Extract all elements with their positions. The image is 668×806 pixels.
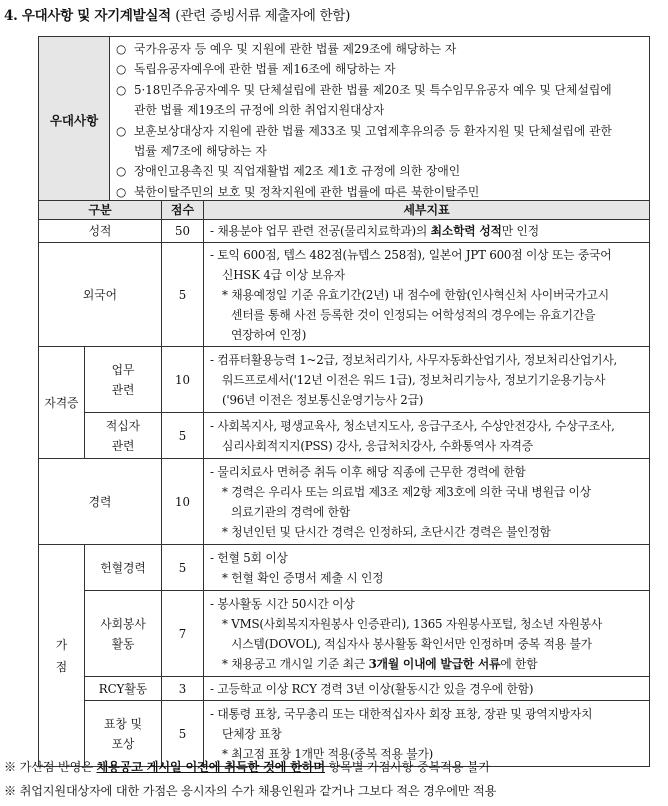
category-cell: RCY활동 [85,677,162,701]
section-title [4,4,350,24]
section-title-sub: (관련 증빙서류 제출자에 한함) [175,8,351,24]
score-table [38,200,650,767]
points-cell: 5 [162,413,204,459]
category-cell: 적십자 관련 [85,413,162,459]
header-points: 점수 [162,201,204,220]
row-volunteer [39,591,650,677]
detail-line: 의료기관의 경력에 한함 [231,504,351,519]
detail-line: * 헌혈 확인 증명서 제출 시 인정 [222,570,384,585]
bullet-marker [116,100,134,120]
bullet-marker: ○ [116,164,127,179]
detail-line: - 헌혈 5회 이상 [210,550,288,565]
bullet-marker [116,141,134,161]
detail-line: 센터를 통해 사전 등록한 것이 인정되는 어학성적의 경우에는 유효기간을 [231,307,596,322]
points-cell: 5 [162,701,204,767]
detail-line: 심리사회적지지(PSS) 강사, 응급처치강사, 수화통역사 자격증 [222,438,533,453]
preference-item [116,141,643,161]
preference-text: 국가유공자 등 예우 및 지원에 관한 법률 제29조에 해당하는 자 [134,42,457,56]
preferences-label: 우대사항 [39,37,110,205]
detail-line: 시스템(DOVOL), 적십자사 봉사활동 확인서만 인정하며 중복 적용 불가 [231,636,592,651]
footnote-text: ※ 가산점 반영은 [4,760,97,774]
category-cell: 사회봉사 활동 [85,591,162,677]
section-title-main: 4. 우대사항 및 자기계발실적 [4,8,171,24]
detail-cell [204,677,650,701]
preference-item [116,121,643,141]
detail-cell [204,545,650,591]
preference-text: 관한 법률 제19조의 규정에 의한 취업지원대상자 [134,103,385,118]
detail-line: - 채용분야 업무 관련 전공(물리치료학과)의 최소학력 성적만 인정 [210,224,539,238]
footnote [4,755,496,779]
bonus-group-cell: 가 점 [39,545,85,767]
category-cell: 업무 관련 [85,347,162,413]
footnote [4,779,496,803]
preference-item [116,161,643,181]
cert-group-cell: 자격증 [39,347,85,459]
row-grade [39,220,650,243]
preferences-list [110,37,650,205]
preference-text: 독립유공자예우에 관한 법률 제16조에 해당하는 자 [134,62,396,77]
points-cell: 7 [162,591,204,677]
category-cell: 외국어 [39,243,162,347]
preference-item [116,80,643,100]
detail-emphasis: 최소학력 성적 [430,224,502,238]
detail-line: - 토익 600점, 텝스 482점(뉴텝스 258점), 일본어 JPT 600점 이상 또는 중국어 [210,247,612,262]
row-rcy [39,677,650,701]
detail-cell [204,347,650,413]
detail-line: * VMS(사회복지자원봉사 인증관리), 1365 자원봉사포털, 청소년 자원봉사 [222,616,603,631]
header-category: 구분 [39,201,162,220]
category-cell: 경력 [39,459,162,545]
footnotes [4,755,496,803]
detail-line: - 물리치료사 면허증 취득 이후 해당 직종에 근무한 경력에 한함 [210,464,526,479]
row-cert-red [39,413,650,459]
bullet-marker: ○ [116,184,127,199]
category-cell: 성적 [39,220,162,243]
points-cell: 50 [162,220,204,243]
category-cell: 표창 및 포상 [85,701,162,767]
detail-cell [204,459,650,545]
detail-line: 연장하여 인정) [231,327,307,342]
footnote-text: ※ 취업지원대상자에 대한 가점은 응시자의 수가 채용인원과 같거나 그보다 적은 경우에만 적용 [4,784,497,798]
preference-text: 5·18민주유공자예우 및 단체설립에 관한 법률 제20조 및 특수임무유공자 예우 및 단체설립에 [134,82,612,97]
preferences-table [38,36,650,205]
row-blood [39,545,650,591]
detail-line: 신HSK 4급 이상 보유자 [222,267,345,282]
bullet-marker: ○ [116,123,127,138]
points-cell: 5 [162,545,204,591]
detail-line: * 최고점 표창 1개만 적용(중복 적용 불가) [222,746,434,761]
detail-line: - 고등학교 이상 RCY 경력 3년 이상(활동시간 있을 경우에 한함) [210,681,534,696]
detail-line: * 채용예정일 기준 유효기간(2년) 내 점수에 한함(인사혁신처 사이버국가고시 [222,287,609,302]
points-cell: 10 [162,459,204,545]
preference-item [116,100,643,120]
points-cell: 10 [162,347,204,413]
detail-cell [204,591,650,677]
row-language [39,243,650,347]
detail-cell [204,413,650,459]
detail-cell [204,243,650,347]
footnote-emphasis: 채용공고 게시일 이전에 취득한 것에 한하며 [96,760,325,774]
detail-emphasis: 3개월 이내에 발급한 서류 [368,656,501,671]
detail-line: 워드프로세서('12년 이전은 워드 1급), 정보처리기능사, 정보기기운용기능사 [222,372,606,387]
detail-line: - 대통령 표창, 국무총리 또는 대한적십자사 회장 표창, 장관 및 광역지방자치 [210,706,593,721]
detail-line: * 채용공고 개시일 기준 최근 3개월 이내에 발급한 서류에 한함 [222,656,538,671]
detail-line: * 청년인턴 및 단시간 경력은 인정하되, 초단시간 경력은 불인정함 [222,524,551,539]
row-career [39,459,650,545]
preference-text: 법률 제7조에 해당하는 자 [134,144,267,159]
detail-line: - 컴퓨터활용능력 1~2급, 정보처리기사, 사무자동화산업기사, 정보처리산업기사, [210,352,618,367]
preference-text: 장애인고용촉진 및 직업재활법 제2조 제1호 규정에 의한 장애인 [134,164,461,179]
bullet-marker: ○ [116,42,127,56]
preference-item [116,39,643,59]
preference-item [116,59,643,79]
detail-cell [204,220,650,243]
row-cert-work [39,347,650,413]
points-cell: 5 [162,243,204,347]
points-cell: 3 [162,677,204,701]
detail-line: ('96년 이전은 정보통신운영기능사 2급) [222,392,424,407]
preference-text: 북한이탈주민의 보호 및 정착지원에 관한 법률에 따른 북한이탈주민 [134,184,480,199]
preference-text: 보훈보상대상자 지원에 관한 법률 제33조 및 고엽제후유의증 등 환자지원 및 단체설립에 관한 [134,123,612,138]
detail-line: * 경력은 우리사 또는 의료법 제3조 제2항 제3호에 의한 국내 병원급 이상 [222,484,591,499]
bullet-marker: ○ [116,82,127,97]
bullet-marker: ○ [116,62,127,77]
footnote-text: 항목별 가점사항 중복적용 불가 [324,760,491,774]
detail-line: - 사회복지사, 평생교육사, 청소년지도사, 응급구조사, 수상안전강사, 수상구조사, [210,418,615,433]
category-cell: 헌혈경력 [85,545,162,591]
detail-line: 단체장 표창 [222,726,282,741]
header-detail: 세부지표 [204,201,650,220]
detail-line: - 봉사활동 시간 50시간 이상 [210,596,355,611]
